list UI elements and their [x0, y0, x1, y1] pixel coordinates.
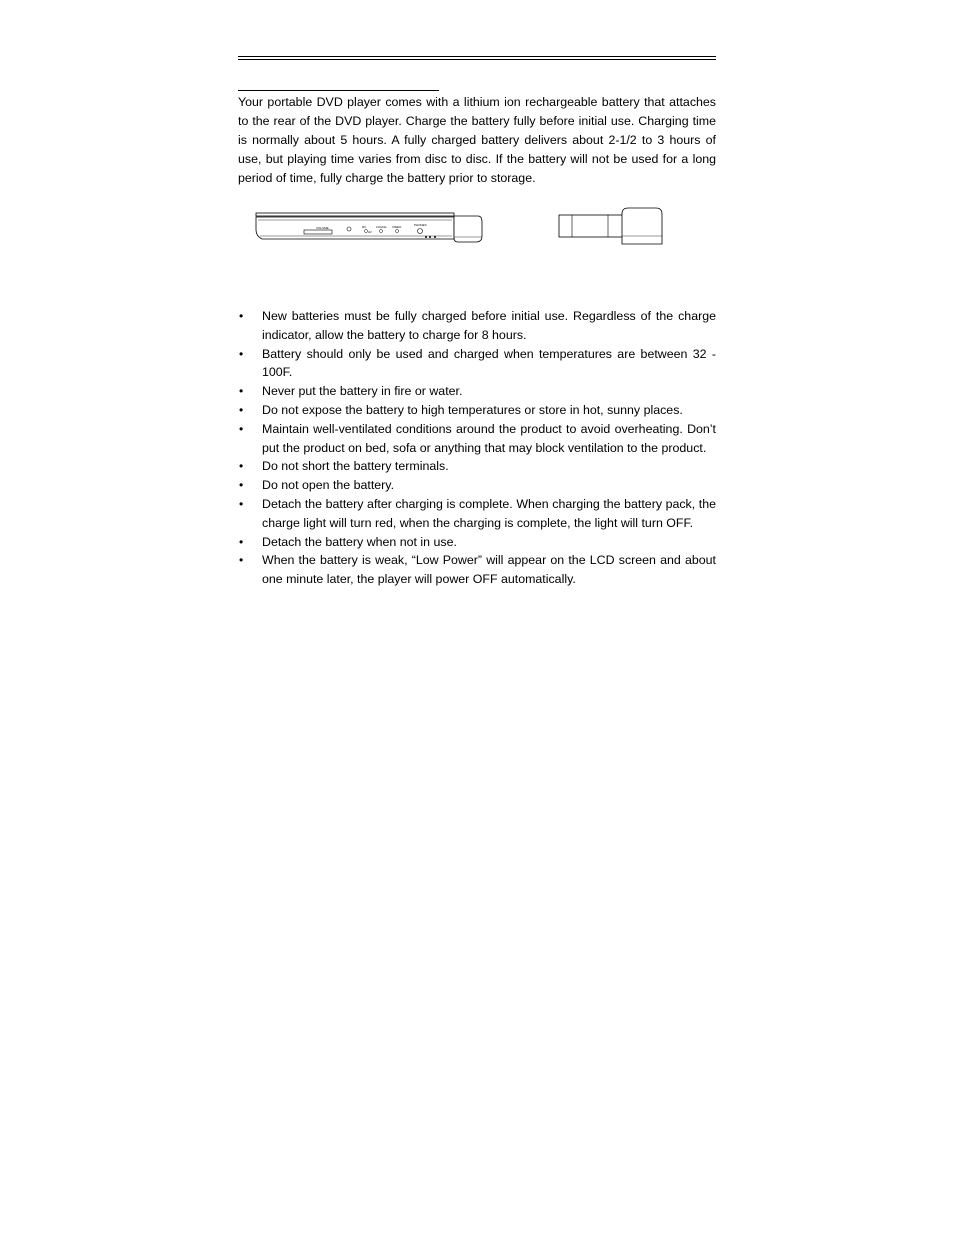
- list-item: [238, 551, 716, 589]
- player-volume-label: VOLUME: [316, 226, 329, 230]
- list-item-text: When the battery is weak, “Low Power” will appear on the LCD screen and about one minute later, the player will power OFF automatically.: [262, 553, 716, 587]
- bullet-icon: •: [239, 478, 244, 493]
- bullet-icon: •: [239, 384, 244, 399]
- list-item-text: Detach the battery when not in use.: [262, 534, 457, 549]
- section-title-underline: [238, 90, 439, 91]
- list-item-text: Never put the battery in fire or water.: [262, 384, 463, 399]
- bullet-icon: •: [239, 459, 244, 474]
- list-item-text: Do not expose the battery to high temperatures or store in hot, sunny places.: [262, 402, 683, 417]
- list-item: [238, 307, 716, 345]
- list-item-text: Do not open the battery.: [262, 478, 395, 493]
- bullet-icon: •: [239, 402, 244, 417]
- header-double-rule: [238, 56, 716, 60]
- list-item: [238, 457, 716, 476]
- list-item-text: Maintain well-ventilated conditions around the product to avoid overheating. Don’t put the product on bed, sofa or anything that may block ventilation to the product.: [262, 421, 716, 455]
- list-item: [238, 495, 716, 533]
- bullet-icon: •: [239, 309, 244, 323]
- list-item-text: New batteries must be fully charged before initial use. Regardless of the charge indicator, allow the battery to charge for 8 hours.: [262, 309, 716, 342]
- player-dc-label: DC: [362, 225, 367, 229]
- list-item: [238, 533, 716, 552]
- list-item-text: Do not short the battery terminals.: [262, 459, 449, 474]
- bullet-icon: •: [239, 496, 244, 511]
- bullet-icon: •: [239, 346, 244, 361]
- battery-pack-illustration: [556, 206, 668, 248]
- list-item-text: Detach the battery after charging is complete. When charging the battery pack, the charge light will turn red, when the charging is complete, the light will turn OFF.: [262, 496, 716, 530]
- battery-figure: [238, 206, 716, 250]
- list-item-text: Battery should only be used and charged when temperatures are between 32 - 100F.: [262, 346, 716, 380]
- player-av-label: AV: [368, 230, 372, 234]
- list-item: [238, 382, 716, 401]
- bullet-icon: •: [239, 534, 244, 549]
- list-item: [238, 345, 716, 383]
- battery-intro-paragraph: Your portable DVD player comes with a lithium ion rechargeable battery that attaches to the rear of the DVD player. Charge the battery fully before initial use. Charging time is normally about 5 hours. A fully charged battery delivers about 2-1/2 to 3 hours of use, but playing time varies from disc to disc. If the battery will not be used for a long period of time, fully charge the battery prior to storage.: [238, 95, 716, 185]
- dvd-player-side-view-illustration: [254, 206, 484, 246]
- player-phones-label: PHONES: [414, 223, 427, 227]
- list-item: [238, 401, 716, 420]
- player-coaxial-label: COAXIAL: [376, 226, 387, 229]
- bullet-icon: •: [239, 553, 244, 568]
- list-item: [238, 476, 716, 495]
- list-item: [238, 420, 716, 458]
- player-video-label: VIDEO: [392, 225, 402, 229]
- battery-precautions-list: [238, 307, 716, 589]
- bullet-icon: •: [239, 421, 244, 436]
